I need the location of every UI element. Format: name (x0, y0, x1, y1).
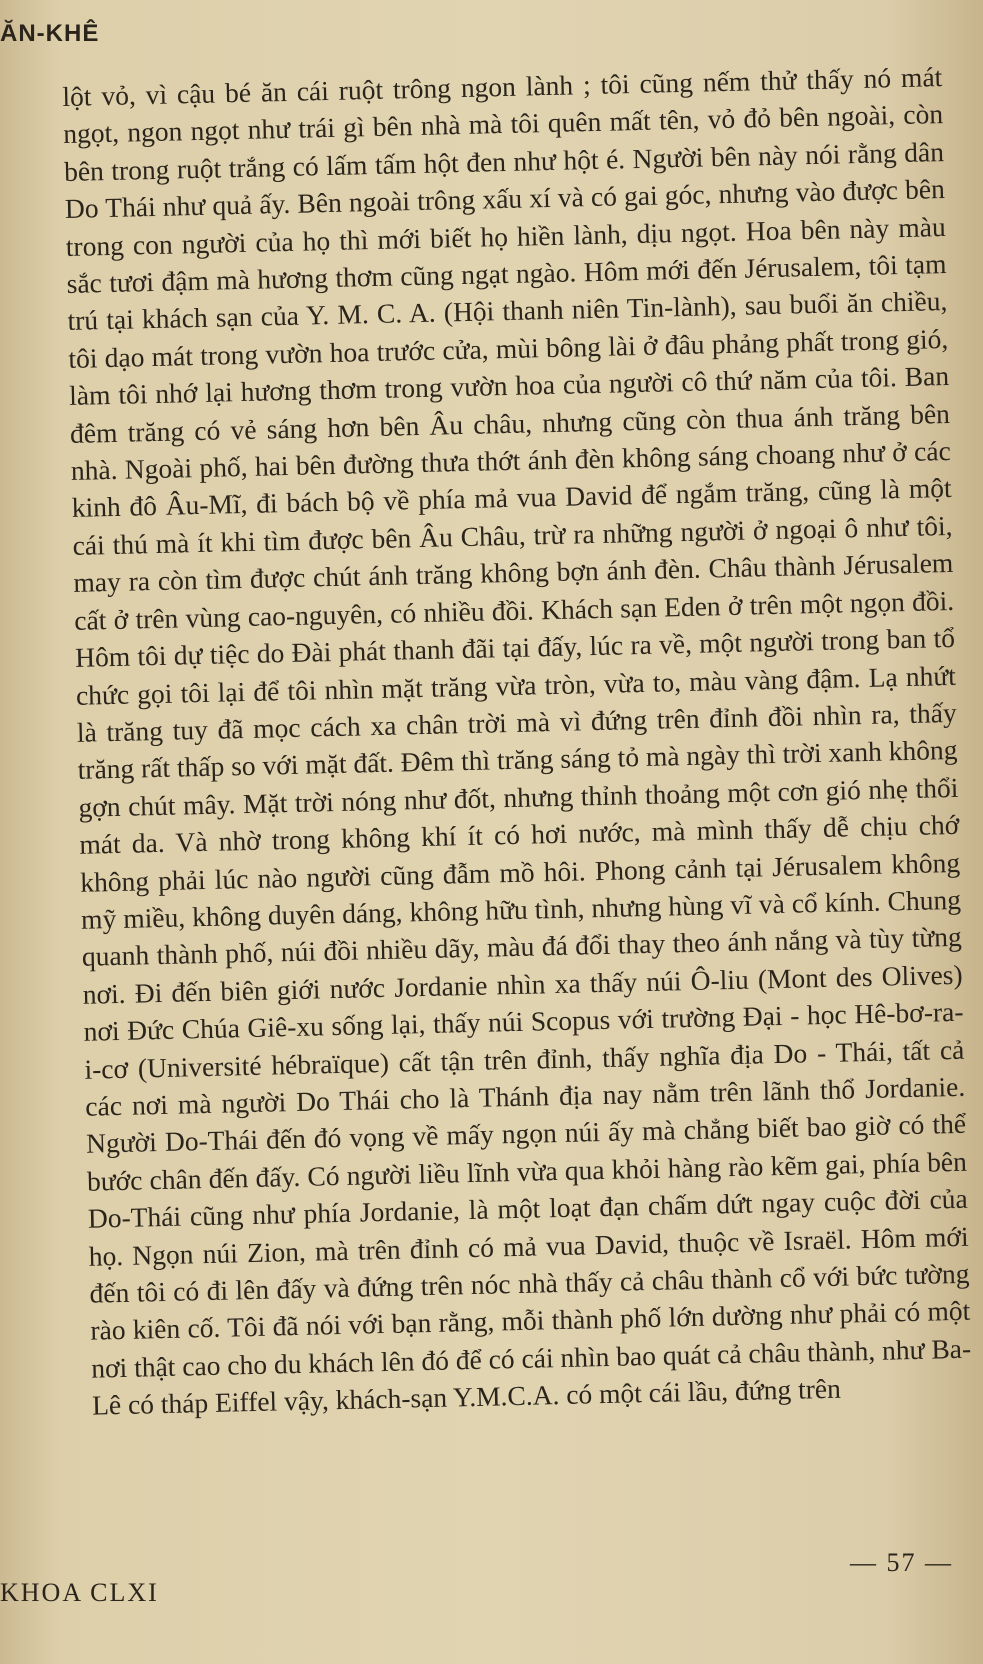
body-text (62, 58, 972, 1424)
body-paragraph: lột vỏ, vì cậu bé ăn cái ruột trông ngon lành ; tôi cũng nếm thử thấy nó mát ngọt, ngon ngọt như trái gì bên nhà mà tôi quên mất tên, vỏ đỏ bên ngoài, còn bên trong ruột trắng có lấm tấm hột đen như hột é. Người bên này nói rằng dân Do Thái như quả ấy. Bên ngoài trông xấu xí và có gai góc, nhưng vào được bên trong con người của họ thì mới biết họ hiền lành, dịu ngọt. Hoa bên này màu sắc tươi đậm mà hương thơm cũng ngạt ngào. Hôm mới đến Jérusalem, tôi tạm trú tại khách sạn của Y. M. C. A. (Hội thanh niên Tin-lành), sau buổi ăn chiều, tôi dạo mát trong vườn hoa trước cửa, mùi bông lài ở đâu phảng phất trong gió, làm tôi nhớ lại hương thơm trong vườn hoa của người cô thứ năm của tôi. Ban đêm trăng có vẻ sáng hơn bên Âu châu, nhưng cũng còn thua ánh trăng bên nhà. Ngoài phố, hai bên đường thưa thớt ánh đèn không sáng choang như ở các kinh đô Âu-Mĩ, đi bách bộ về phía mả vua David để ngắm trăng, cũng là một cái thú mà ít khi tìm được bên Âu Châu, trừ ra những người ở ngoại ô như tôi, may ra còn tìm được chút ánh trăng không bợn ánh đèn. Châu thành Jérusalem cất ở trên vùng cao-nguyên, có nhiều đồi. Khách sạn Eden ở trên một ngọn đồi. Hôm tôi dự tiệc do Đài phát thanh đãi tại đấy, lúc ra về, một người trong ban tổ chức gọi tôi lại để tôi nhìn mặt trăng vừa tròn, vừa to, màu vàng đậm. Lạ nhứt là trăng tuy đã mọc cách xa chân trời mà vì đứng trên đỉnh đồi nhìn ra, thấy trăng rất thấp so với mặt đất. Đêm thì trăng sáng tỏ mà ngày thì trời xanh không gợn chút mây. Mặt trời nóng như đốt, nhưng thỉnh thoảng một cơn gió nhẹ thổi mát da. Và nhờ trong không khí ít có hơi nước, mà mình thấy dễ chịu chớ không phải lúc nào người cũng đẫm mồ hôi. Phong cảnh tại Jérusalem không mỹ miều, không duyên dáng, không hữu tình, nhưng hùng vĩ và cổ kính. Chung quanh thành phố, núi đồi nhiều dãy, màu đá đổi thay theo ánh nắng và tùy từng nơi. Đi đến biên giới nước Jordanie nhìn xa thấy núi Ô-liu (Mont des Olives) nơi Đức Chúa Giê-xu sống lại, thấy núi Scopus với trường Đại - học Hê-bơ-ra-i-cơ (Université hébraïque) cất tận trên đỉnh, thấy nghĩa địa Do - Thái, tất cả các nơi mà người Do Thái cho là Thánh địa nay nằm trên lãnh thổ Jordanie. Người Do-Thái đến đó vọng về mấy ngọn núi ấy mà chẳng biết bao giờ có thể bước chân đến đấy. Có người liều lĩnh vừa qua khỏi hàng rào kẽm gai, phía bên Do-Thái cũng như phía Jordanie, là một loạt đạn chấm dứt ngay cuộc đời của họ. Ngọn núi Zion, mà trên đỉnh có mả vua David, thuộc về Israël. Hôm mới đến tôi có đi lên đấy và đứng trên nóc nhà thấy cả châu thành cổ với bức tường rào kiên cố. Tôi đã nói với bạn rằng, mỗi thành phố lớn dường như phải có một nơi thật cao cho du khách lên đó để có cái nhìn bao quát cả châu thành, như Ba-Lê có tháp Eiffel vậy, khách-sạn Y.M.C.A. có một cái lầu, đứng trên (62, 61, 972, 1421)
page-number: — 57 — (850, 1548, 953, 1577)
running-head: ĂN-KHÊ (0, 20, 100, 47)
footer-label: KHOA CLXI (0, 1578, 159, 1607)
